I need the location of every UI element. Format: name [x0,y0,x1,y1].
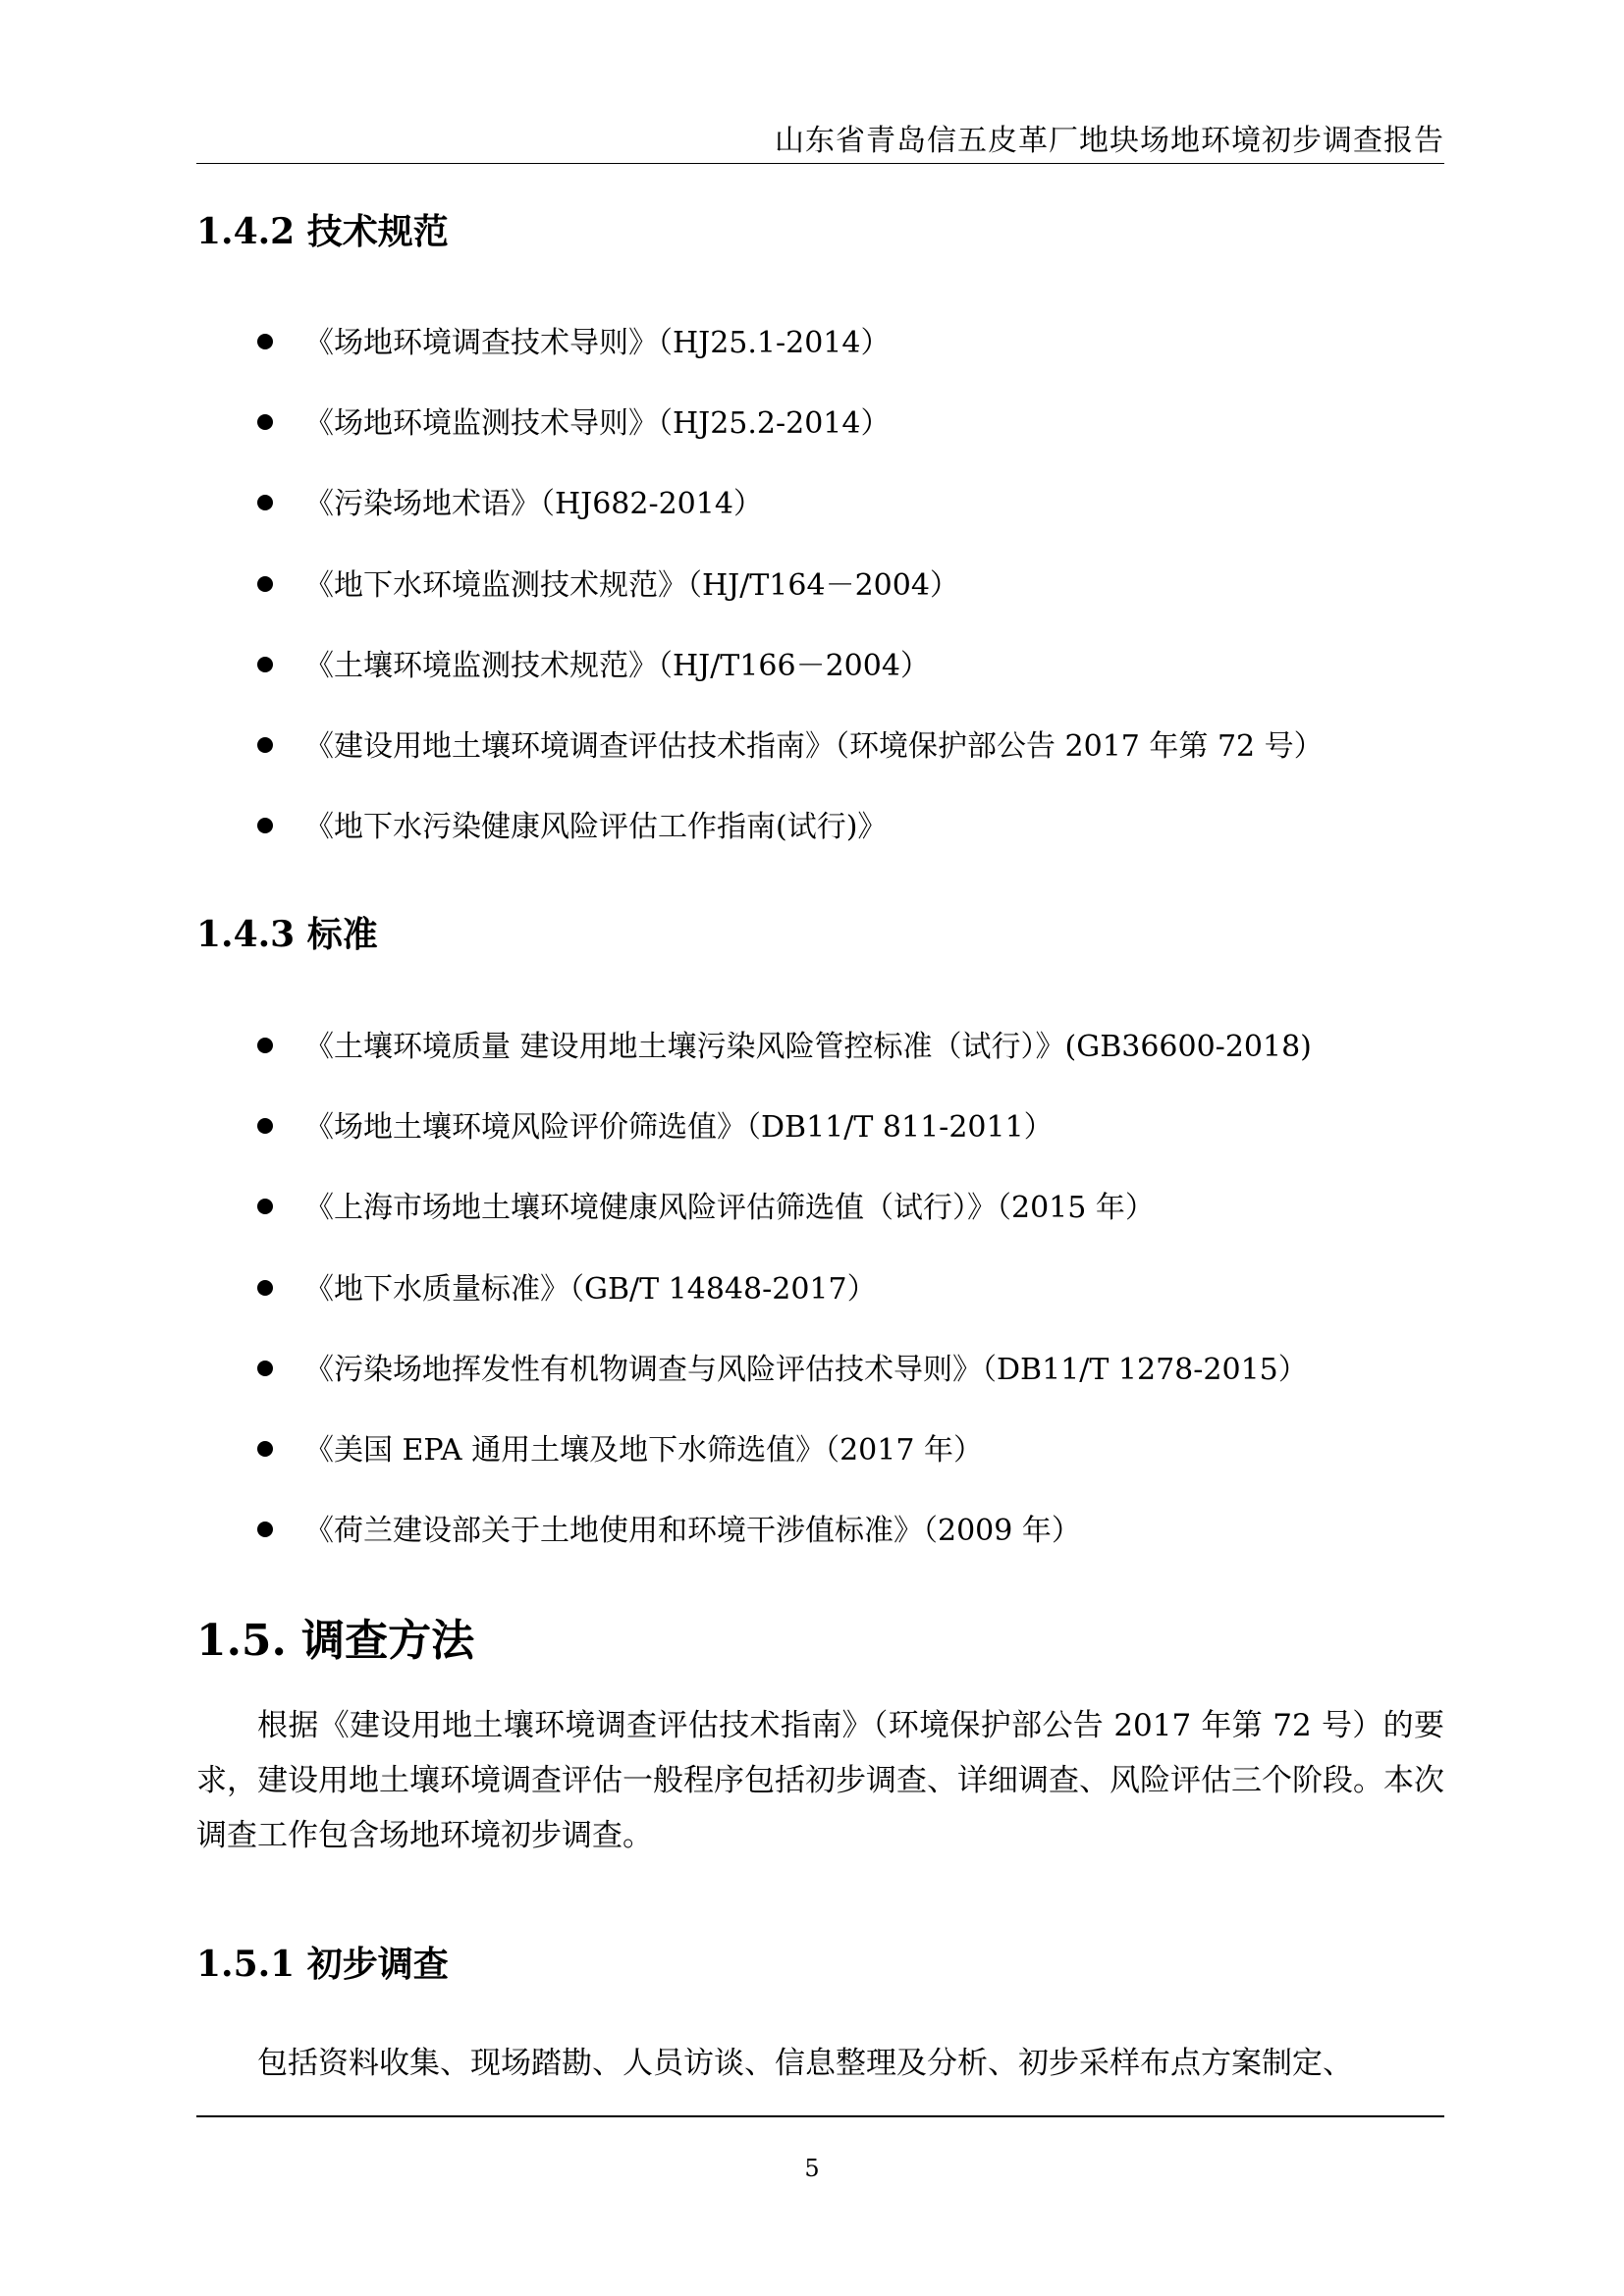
bullet-icon [257,1522,273,1537]
list-item-text: 《上海市场地土壤环境健康风险评估筛选值（试行）》（2015 年） [304,1191,1155,1225]
bullet-icon [257,495,273,510]
heading-1-5-1: 1.5.1 初步调查 [196,1944,449,1985]
list-item [257,1108,1054,1148]
list-item [257,566,959,606]
heading-1-5: 1.5. 调查方法 [196,1616,475,1666]
footer-rule [196,2115,1444,2117]
list-item-text: 《土壤环境质量 建设用地土壤污染风险管控标准（试行）》(GB36600-2018) [304,1030,1312,1064]
list-item-text: 《场地土壤环境风险评价筛选值》（DB11/T 811-2011） [304,1110,1054,1145]
paragraph-1-5-1: 包括资料收集、现场踏勘、人员访谈、信息整理及分析、初步采样布点方案制定、 [257,2046,1353,2081]
bullet-icon [257,818,273,833]
bullet-icon [257,334,273,349]
list-item-text: 《污染场地术语》（HJ682-2014） [304,487,763,521]
heading-1-4-3: 1.4.3 标准 [196,914,378,955]
list-item [257,1431,983,1470]
list-item [257,1270,877,1309]
list-item-text: 《场地环境调查技术导则》（HJ25.1-2014） [304,326,891,360]
page-number: 5 [804,2155,820,2182]
list-item-text: 《土壤环境监测技术规范》（HJ/T166－2004） [304,649,930,683]
list-item-text: 《建设用地土壤环境调查评估技术指南》（环境保护部公告 2017 年第 72 号） [304,729,1324,764]
bullet-icon [257,1361,273,1376]
bullet-icon [257,1118,273,1134]
running-header: 山东省青岛信五皮革厂地块场地环境初步调查报告 [775,124,1444,158]
list-item-text: 《污染场地挥发性有机物调查与风险评估技术导则》（DB11/T 1278-2015） [304,1353,1308,1387]
list-item [257,647,930,686]
header-rule [196,163,1444,164]
list-item-text: 《地下水质量标准》（GB/T 14848-2017） [304,1272,877,1307]
list-item-text: 《美国 EPA 通用土壤及地下水筛选值》（2017 年） [304,1433,983,1468]
list-item-text: 《荷兰建设部关于土地使用和环境干涉值标准》（2009 年） [304,1514,1081,1548]
bullet-icon [257,1280,273,1296]
list-item-text: 《地下水环境监测技术规范》（HJ/T164－2004） [304,568,959,603]
list-item [257,404,890,444]
bullet-icon [257,414,273,430]
bullet-icon [257,1038,273,1053]
list-item [257,1028,1312,1067]
bullet-icon [257,737,273,753]
list-item [257,808,887,847]
heading-1-4-2: 1.4.2 技术规范 [196,211,449,252]
list-item-text: 《地下水污染健康风险评估工作指南(试行)》 [304,810,888,844]
list-item [257,485,763,524]
list-item [257,1189,1155,1228]
list-item [257,727,1324,767]
list-item [257,1351,1308,1390]
list-item-text: 《场地环境监测技术导则》（HJ25.2-2014） [304,406,891,441]
bullet-icon [257,576,273,592]
list-item [257,1512,1081,1551]
paragraph-1-5: 根据《建设用地土壤环境调查评估技术指南》（环境保护部公告 2017 年第 72 号）的要求，建设用地土壤环境调查评估一般程序包括初步调查、详细调查、风险评估三个阶段。本次调查工作包含场地环境初步调查。 [196,1708,1444,1853]
bullet-icon [257,1441,273,1457]
list-item [257,324,890,363]
bullet-icon [257,657,273,672]
bullet-icon [257,1199,273,1214]
